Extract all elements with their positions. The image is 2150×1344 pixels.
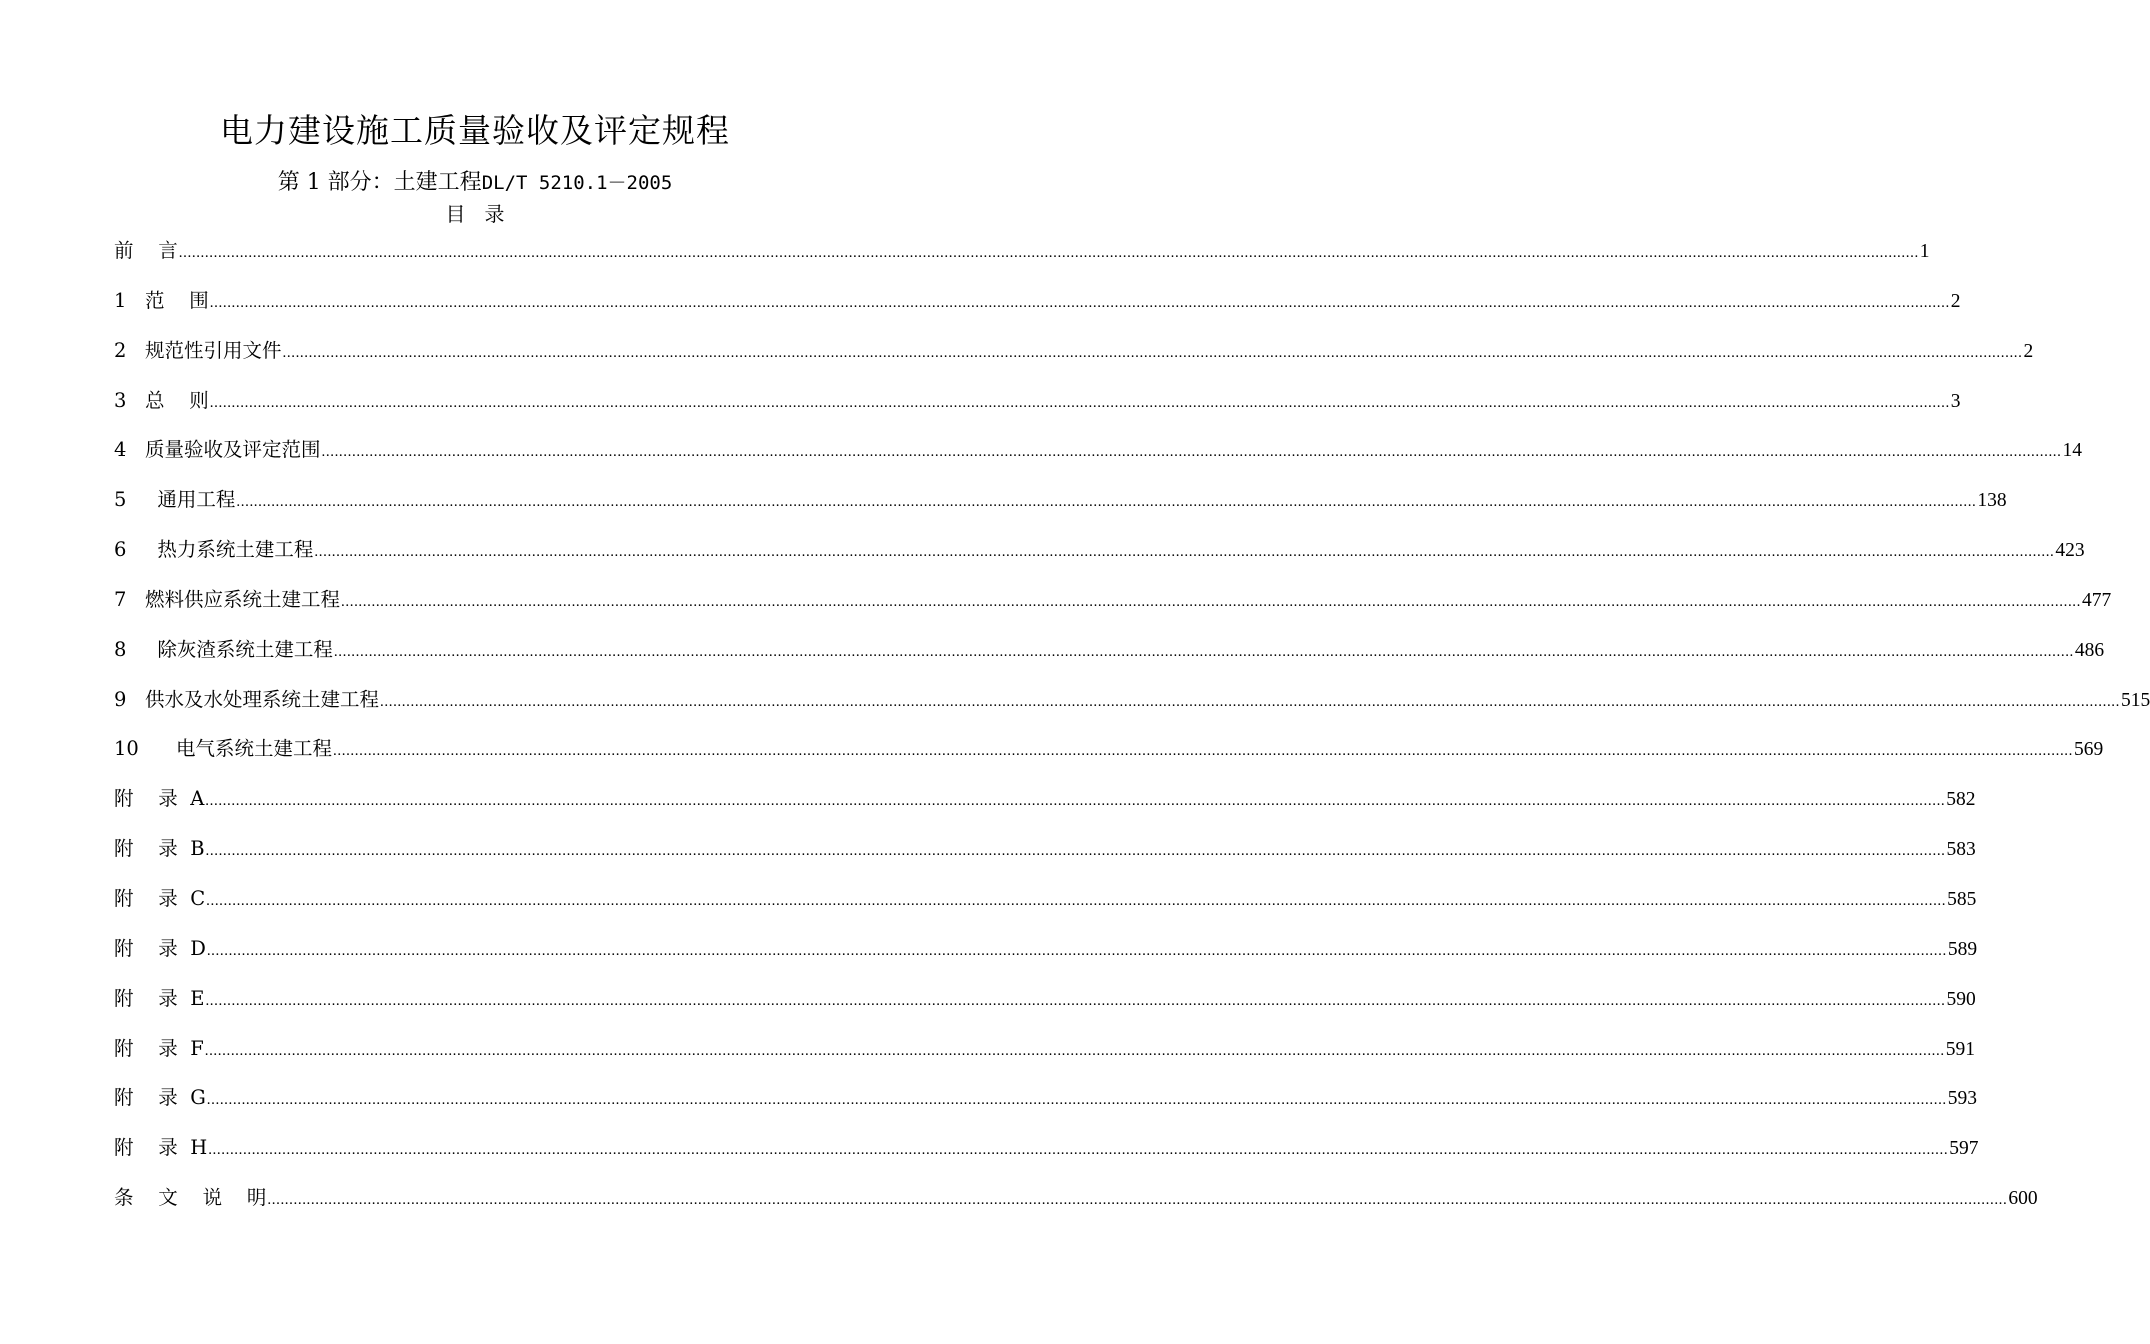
toc-entry-label: 附 录 G (114, 1086, 206, 1110)
toc-leader-dots: ................................................................................................................................................................................................................................................................................................................................................................................................................ (321, 444, 2062, 461)
toc-leader-dots: ................................................................................................................................................................................................................................................................................................................................................................................................................ (208, 1142, 1949, 1159)
subtitle-part: 第 1 部分：土建工程 (277, 170, 482, 195)
toc-entry[interactable] (114, 1034, 1975, 1084)
toc-entry-page-number: 477 (2082, 589, 2112, 611)
toc-entry-label: 前 言 (114, 239, 178, 262)
toc-entry-label: 附 录 C (114, 886, 206, 910)
toc-leader-dots: ................................................................................................................................................................................................................................................................................................................................................................................................................ (333, 743, 2074, 760)
document-subtitle (0, 168, 950, 198)
toc-entry[interactable] (114, 984, 1976, 1034)
toc-entry-page-number: 2 (1950, 290, 1961, 312)
toc-leader-dots: ................................................................................................................................................................................................................................................................................................................................................................................................................ (205, 843, 1946, 860)
toc-entry-label: 附 录 E (114, 986, 205, 1010)
toc-entry-page-number: 600 (2008, 1188, 2038, 1210)
toc-entry[interactable] (114, 236, 1930, 286)
toc-entry-page-number: 589 (1947, 938, 1978, 960)
toc-entry-page-number: 486 (2074, 639, 2105, 661)
toc-entry[interactable] (114, 535, 2085, 585)
toc-entry[interactable] (114, 734, 2104, 784)
toc-entry-label: 7 燃料供应系统土建工程 (114, 587, 341, 611)
toc-entry[interactable] (114, 336, 2034, 386)
toc-leader-dots: ................................................................................................................................................................................................................................................................................................................................................................................................................ (178, 245, 1919, 261)
toc-entry-page-number: 585 (1947, 888, 1977, 910)
toc-leader-dots: ................................................................................................................................................................................................................................................................................................................................................................................................................ (380, 693, 2121, 710)
toc-entry-page-number: 593 (1947, 1088, 1978, 1110)
toc-entry-label: 1 范 围 (114, 288, 209, 312)
toc-entry-page-number: 569 (2074, 739, 2104, 761)
toc-entry[interactable] (114, 685, 2150, 735)
toc-entry-label: 附 录 A (114, 787, 205, 811)
toc-entry-page-number: 583 (1946, 839, 1976, 861)
toc-entry[interactable] (114, 585, 2112, 635)
toc-entry[interactable] (114, 784, 1976, 834)
toc-entry-page-number: 14 (2062, 440, 2083, 462)
toc-entry-label: 条 文 说 明 (114, 1186, 267, 1210)
toc-entry-page-number: 590 (1946, 988, 1976, 1010)
toc-entry[interactable] (114, 834, 1976, 884)
toc-leader-dots: ................................................................................................................................................................................................................................................................................................................................................................................................................ (209, 294, 1950, 311)
toc-leader-dots: ................................................................................................................................................................................................................................................................................................................................................................................................................ (205, 992, 1946, 1009)
toc-entry-page-number: 597 (1949, 1138, 1979, 1160)
toc-entry-label: 附 录 F (114, 1036, 204, 1060)
table-of-contents (114, 236, 2150, 1233)
toc-leader-dots: ................................................................................................................................................................................................................................................................................................................................................................................................................ (205, 793, 1946, 810)
toc-entry-label: 8 除灰渣系统土建工程 (114, 637, 333, 661)
toc-entry[interactable] (114, 1083, 1978, 1133)
toc-leader-dots: ................................................................................................................................................................................................................................................................................................................................................................................................................ (341, 593, 2082, 610)
toc-leader-dots: ................................................................................................................................................................................................................................................................................................................................................................................................................ (333, 643, 2074, 660)
document-title: 电力建设施工质量验收及评定规程 (220, 111, 730, 150)
toc-entry-label: 附 录 B (114, 837, 205, 861)
toc-entry[interactable] (114, 286, 1961, 336)
toc-entry[interactable] (114, 386, 1961, 436)
toc-entry-label: 5 通用工程 (114, 488, 236, 512)
toc-leader-dots: ................................................................................................................................................................................................................................................................................................................................................................................................................ (204, 1042, 1945, 1059)
toc-entry-page-number: 1 (1919, 241, 1930, 262)
toc-leader-dots: ................................................................................................................................................................................................................................................................................................................................................................................................................ (209, 394, 1950, 411)
toc-leader-dots: ................................................................................................................................................................................................................................................................................................................................................................................................................ (314, 544, 2055, 561)
toc-leader-dots: ................................................................................................................................................................................................................................................................................................................................................................................................................ (206, 1092, 1947, 1109)
toc-entry[interactable] (114, 635, 2105, 685)
toc-entry-label: 9 供水及水处理系统土建工程 (114, 687, 380, 711)
toc-entry-page-number: 3 (1950, 390, 1961, 412)
toc-entry-label: 6 热力系统土建工程 (114, 538, 314, 562)
toc-leader-dots: ................................................................................................................................................................................................................................................................................................................................................................................................................ (267, 1192, 2008, 1209)
toc-entry-label: 附 录 H (114, 1136, 208, 1160)
standard-code: DL/T 5210.1－2005 (481, 172, 673, 194)
toc-leader-dots: ................................................................................................................................................................................................................................................................................................................................................................................................................ (236, 494, 1977, 511)
toc-heading: 目 录 (445, 202, 505, 226)
toc-entry[interactable] (114, 1133, 1979, 1183)
toc-leader-dots: ................................................................................................................................................................................................................................................................................................................................................................................................................ (206, 892, 1947, 909)
toc-entry[interactable] (114, 435, 2083, 485)
toc-entry-page-number: 138 (1977, 490, 2007, 512)
toc-entry[interactable] (114, 934, 1978, 984)
toc-entry-page-number: 423 (2055, 540, 2085, 562)
toc-entry-page-number: 582 (1946, 789, 1976, 811)
toc-entry-label: 10 电气系统土建工程 (114, 737, 333, 761)
toc-entry-label: 附 录 D (114, 936, 206, 960)
toc-entry[interactable] (114, 485, 2007, 535)
toc-entry[interactable] (114, 884, 1977, 934)
toc-entry-label: 3 总 则 (114, 388, 209, 412)
toc-entry[interactable] (114, 1183, 2038, 1233)
toc-leader-dots: ................................................................................................................................................................................................................................................................................................................................................................................................................ (282, 344, 2023, 361)
toc-leader-dots: ................................................................................................................................................................................................................................................................................................................................................................................................................ (206, 942, 1947, 959)
toc-entry-page-number: 515 (2121, 689, 2150, 711)
toc-entry-page-number: 2 (2023, 340, 2034, 362)
toc-entry-label: 4 质量验收及评定范围 (114, 438, 321, 462)
toc-entry-label: 2 规范性引用文件 (114, 338, 282, 362)
toc-entry-page-number: 591 (1945, 1038, 1975, 1060)
